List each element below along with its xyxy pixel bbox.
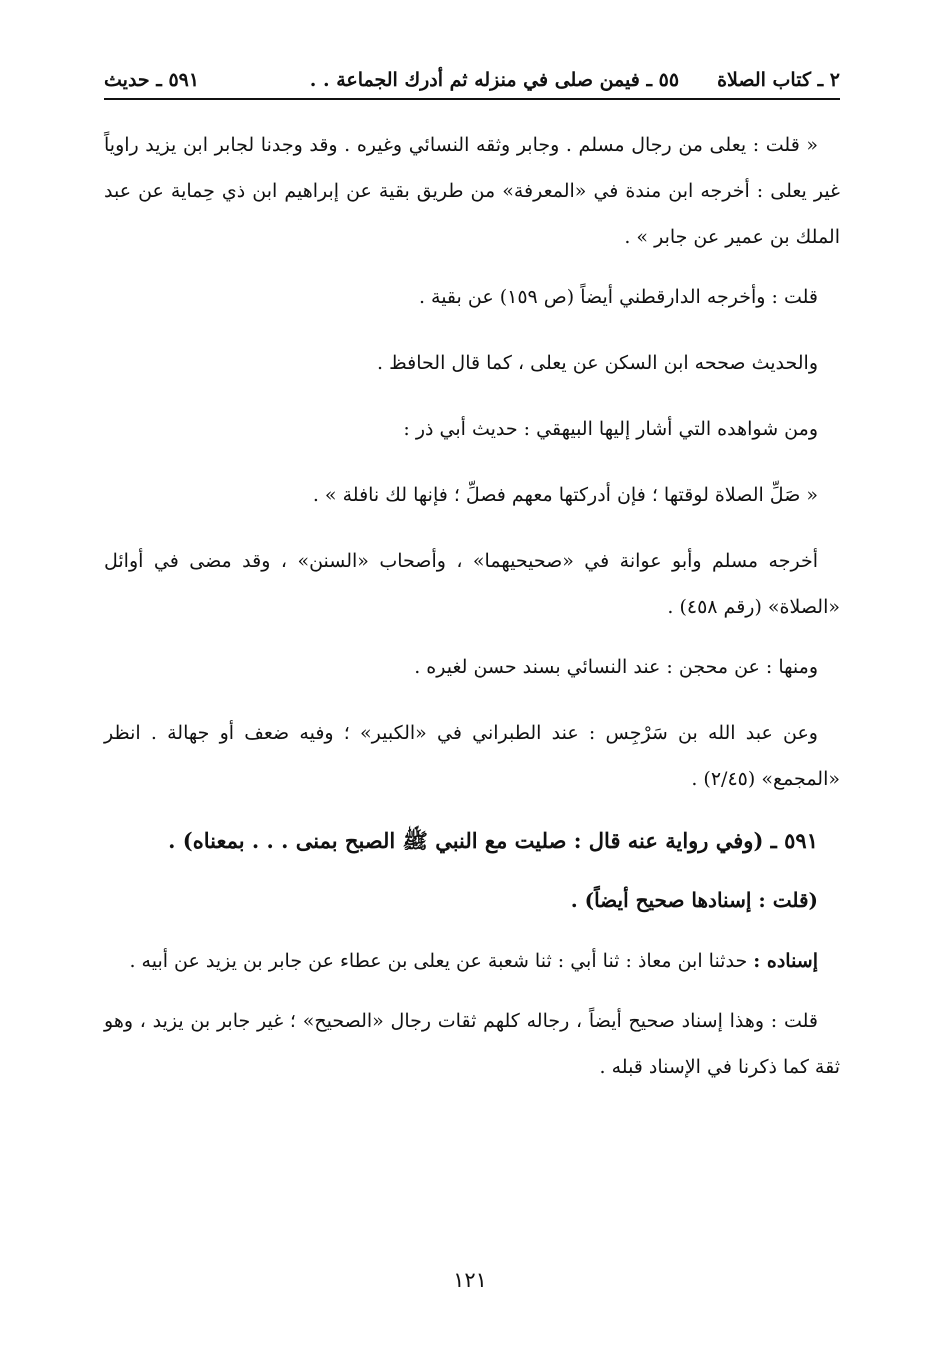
hadith-591: ٥٩١ ـ (وفي رواية عنه قال : صليت مع النبي ﷺ الصبح بمنى . . . بمعناه) . (168, 828, 818, 853)
header-chapter: ٥٥ ـ فيمن صلى في منزله ثم أدرك الجماعة . . (309, 69, 680, 91)
takhrij-paragraph: أخرجه مسلم وأبو عوانة في «صحيحيهما» ، وأصحاب «السنن» ، وقد مضى في أوائل «الصلاة» (رقم ٤٥٨) . (104, 550, 840, 618)
page-number: ١٢١ (453, 1268, 487, 1292)
closing-paragraph: قلت : وهذا إسناد صحيح أيضاً ، رجاله كلهم ثقات رجال «الصحيح» ؛ غير جابر بن يزيد ، وهو ثقة كما ذكرنا في الإسناد قبله . (104, 1010, 840, 1078)
isnad-label: إسناده : (753, 950, 818, 972)
running-header (104, 60, 840, 96)
sarjis-paragraph: وعن عبد الله بن سَرْجِس : عند الطبراني في «الكبير» ؛ وفيه ضعف أو جهالة . انظر «المجمع» (٢/٤٥) . (104, 722, 840, 790)
header-hadith-ref: ٥٩١ ـ حديث (104, 69, 200, 91)
daraqutni-paragraph: قلت : وأخرجه الدارقطني أيضاً (ص ١٥٩) عن بقية . (418, 286, 818, 308)
header-rule (104, 98, 840, 100)
header-book-section: ٢ ـ كتاب الصلاة (717, 69, 840, 91)
quote-paragraph: « قلت : يعلى من رجال مسلم . وجابر وثقه النسائي وغيره . وقد وجدنا لجابر ابن يزيد راوياً غير يعلى : أخرجه ابن مندة في «المعرفة» من طريق بقية عن إبراهيم ابن ذي حِماية عن عبد الملك بن عمير عن جابر » . (104, 134, 840, 248)
witnesses-paragraph: ومن شواهده التي أشار إليها البيهقي : حديث أبي ذر : (403, 418, 818, 440)
page-content (104, 60, 840, 1104)
authentication-paragraph: والحديث صححه ابن السكن عن يعلى ، كما قال الحافظ . (377, 352, 818, 374)
abu-dharr-hadith: « صَلِّ الصلاة لوقتها ؛ فإن أدركتها معهم فصلِّ ؛ فإنها لك نافلة » . (312, 484, 818, 506)
isnad-paragraph (104, 938, 840, 984)
header-right (310, 64, 840, 96)
mihjan-paragraph: ومنها : عن محجن : عند النسائي بسند حسن لغيره . (414, 656, 818, 678)
isnad-text: حدثنا ابن معاذ : ثنا أبي : ثنا شعبة عن يعلى بن عطاء عن جابر بن يزيد عن أبيه . (129, 950, 754, 972)
qult-note: (قلت : إسنادها صحيح أيضاً) . (570, 888, 818, 912)
